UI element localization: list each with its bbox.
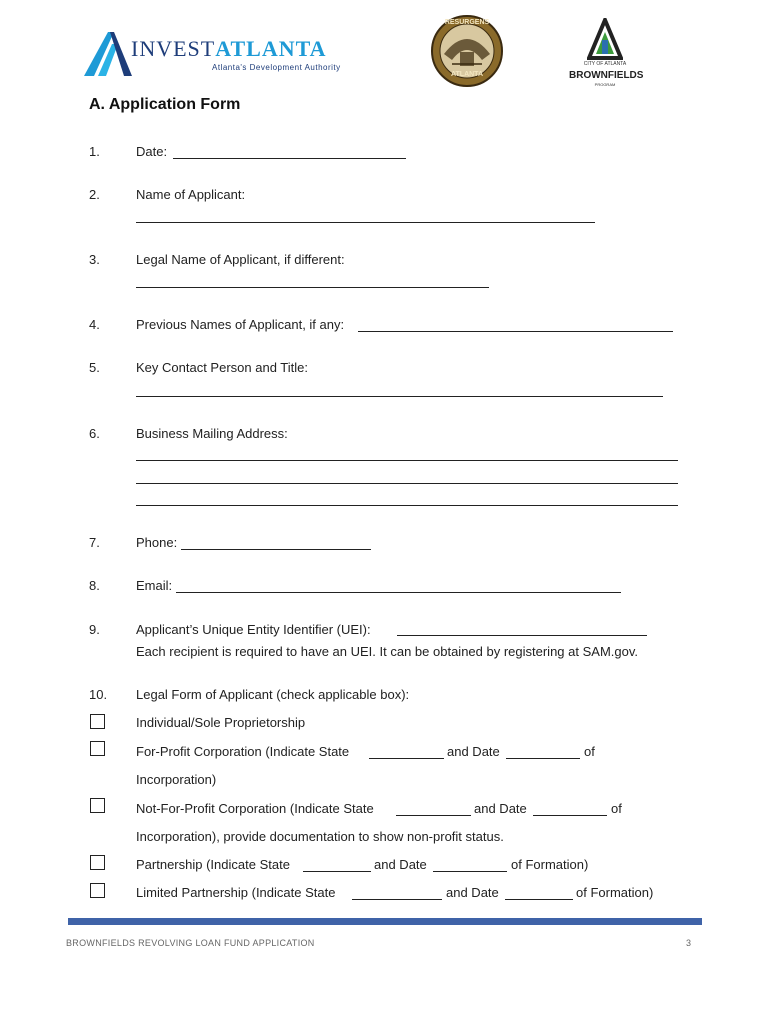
limited-state-field[interactable] xyxy=(352,899,442,900)
uei-field[interactable] xyxy=(397,635,647,636)
footer-divider xyxy=(68,918,702,925)
address-line-3[interactable] xyxy=(136,505,678,506)
item-label-email: Email: xyxy=(136,578,173,593)
item-label-legal-name: Legal Name of Applicant, if different: xyxy=(136,252,345,267)
address-line-1[interactable] xyxy=(136,460,678,461)
wordmark-invest: INVEST xyxy=(131,36,216,61)
item-number: 4. xyxy=(89,317,100,332)
item-number: 7. xyxy=(89,535,100,550)
item-label-phone: Phone: xyxy=(136,535,178,550)
phone-field[interactable] xyxy=(181,549,371,550)
nonprofit-label: Not-For-Profit Corporation (Indicate State xyxy=(136,801,374,816)
brownfields-city: CITY OF ATLANTA xyxy=(583,61,627,67)
partnership-state-field[interactable] xyxy=(303,871,371,872)
legal-name-field[interactable] xyxy=(136,287,489,288)
item-label-contact: Key Contact Person and Title: xyxy=(136,360,308,375)
invest-atlanta-tagline: Atlanta's Development Authority xyxy=(212,63,341,72)
item-label-previous-names: Previous Names of Applicant, if any: xyxy=(136,317,345,332)
item-label-legal-form: Legal Form of Applicant (check applicable box): xyxy=(136,687,410,702)
item-number: 1. xyxy=(89,144,100,159)
forprofit-label: For-Profit Corporation (Indicate State xyxy=(136,744,350,759)
uei-note: Each recipient is required to have an UEI. It can be obtained by registering at SAM.gov. xyxy=(136,644,638,659)
brownfields-name: BROWNFIELDS xyxy=(569,70,644,81)
brownfields-logo-icon xyxy=(587,18,623,60)
partnership-label: Partnership (Indicate State xyxy=(136,857,290,872)
limited-partnership-label: Limited Partnership (Indicate State xyxy=(136,885,336,900)
date-field[interactable] xyxy=(173,158,406,159)
nonprofit-checkbox[interactable] xyxy=(90,798,105,813)
item-number: 2. xyxy=(89,187,100,202)
invest-atlanta-wordmark xyxy=(131,36,327,62)
partnership-and-date: and Date xyxy=(374,857,427,872)
applicant-name-field[interactable] xyxy=(136,222,595,223)
individual-label: Individual/Sole Proprietorship xyxy=(136,715,306,730)
nonprofit-and-date: and Date xyxy=(474,801,527,816)
limited-and-date: and Date xyxy=(446,885,499,900)
page-number: 3 xyxy=(686,938,692,948)
item-label-uei: Applicant’s Unique Entity Identifier (UEI): xyxy=(136,622,371,637)
limited-partnership-checkbox[interactable] xyxy=(90,883,105,898)
item-number: 5. xyxy=(89,360,100,375)
nonprofit-of: of xyxy=(611,801,622,816)
nonprofit-state-field[interactable] xyxy=(396,815,471,816)
brownfields-program: PROGRAM xyxy=(594,82,616,87)
item-number: 10. xyxy=(89,687,108,702)
forprofit-of: of xyxy=(584,744,595,759)
previous-names-field[interactable] xyxy=(358,331,673,332)
item-label-date: Date: xyxy=(136,144,168,159)
partnership-date-field[interactable] xyxy=(433,871,507,872)
nonprofit-date-field[interactable] xyxy=(533,815,607,816)
forprofit-state-field[interactable] xyxy=(369,758,444,759)
partnership-checkbox[interactable] xyxy=(90,855,105,870)
invest-atlanta-logo-mark xyxy=(84,30,132,76)
forprofit-date-field[interactable] xyxy=(506,758,580,759)
address-line-2[interactable] xyxy=(136,483,678,484)
limited-formation: of Formation) xyxy=(576,885,654,900)
item-number: 8. xyxy=(89,578,100,593)
item-label-address: Business Mailing Address: xyxy=(136,426,288,441)
section-title: A. Application Form xyxy=(89,96,241,113)
email-field[interactable] xyxy=(176,592,621,593)
contact-person-field[interactable] xyxy=(136,396,663,397)
individual-checkbox[interactable] xyxy=(90,714,105,729)
seal-text-top: RESURGENS xyxy=(444,19,490,26)
partnership-formation: of Formation) xyxy=(511,857,589,872)
wordmark-atlanta: ATLANTA xyxy=(215,36,327,61)
item-number: 6. xyxy=(89,426,100,441)
seal-text-bottom: ATLANTA xyxy=(450,71,483,78)
footer-title: BROWNFIELDS REVOLVING LOAN FUND APPLICATION xyxy=(66,938,315,948)
forprofit-checkbox[interactable] xyxy=(90,741,105,756)
item-label-applicant: Name of Applicant: xyxy=(136,187,246,202)
item-number: 9. xyxy=(89,622,100,637)
forprofit-incorporation: Incorporation) xyxy=(136,772,217,787)
nonprofit-incorporation: Incorporation), provide documentation to show non-profit status. xyxy=(136,829,504,844)
forprofit-and-date: and Date xyxy=(447,744,500,759)
limited-date-field[interactable] xyxy=(505,899,573,900)
item-number: 3. xyxy=(89,252,100,267)
